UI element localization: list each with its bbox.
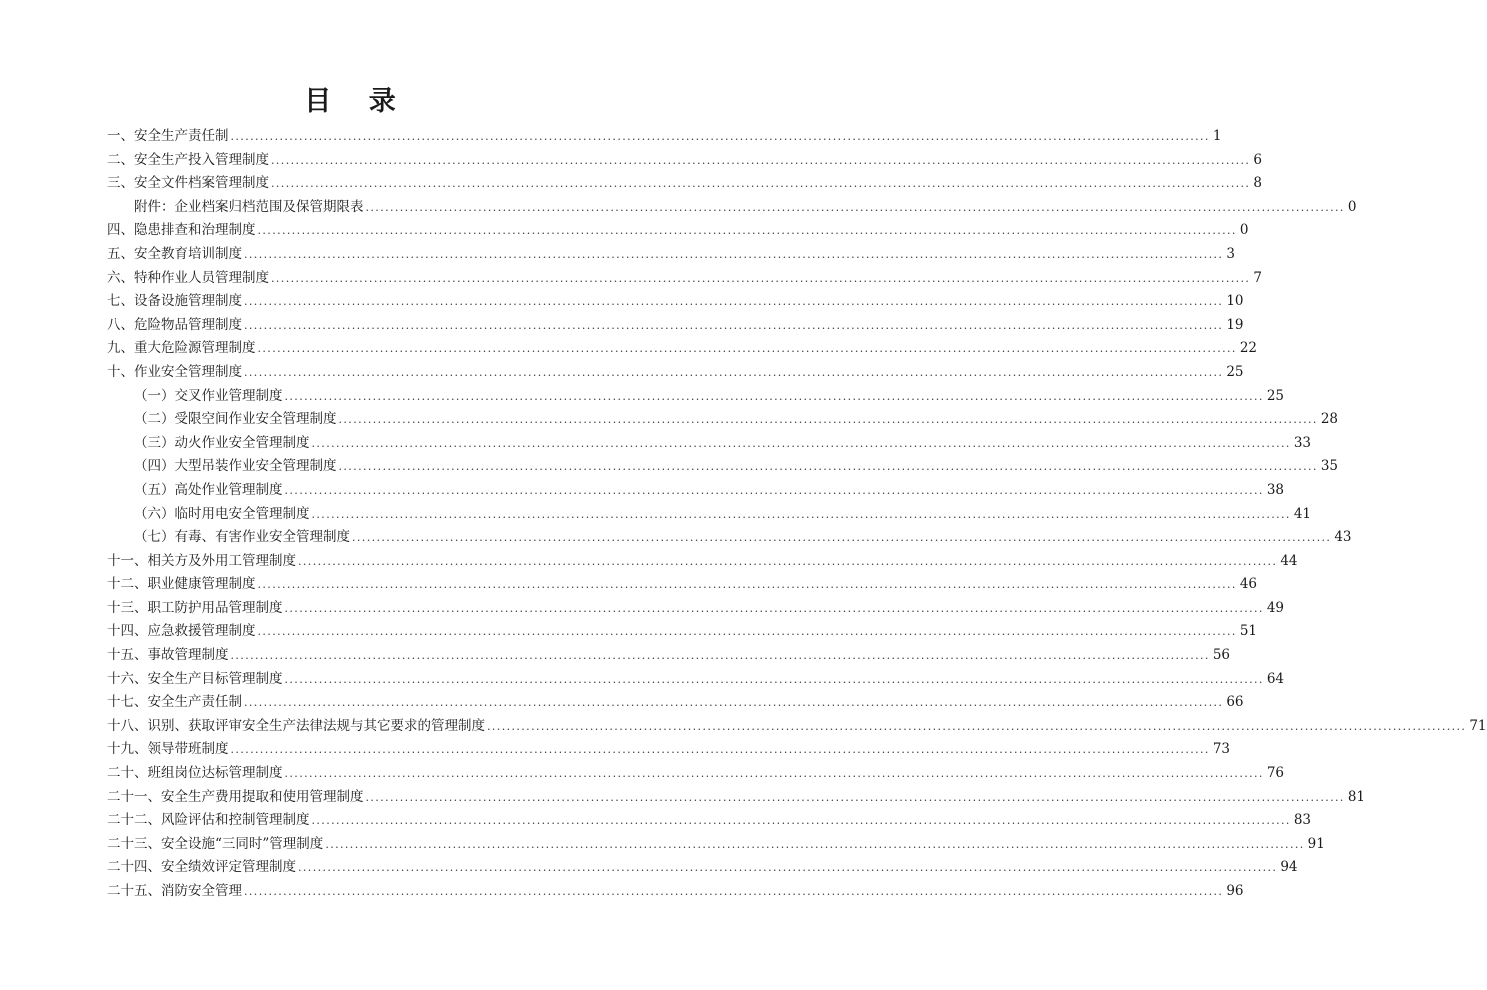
toc-entry-title: 二十一、安全生产费用提取和使用管理制度 <box>107 788 364 805</box>
toc-page-number: 10 <box>1226 293 1244 310</box>
toc-entry-title: 十一、相关方及外用工管理制度 <box>107 552 296 569</box>
toc-dot-leader: ........................................................................................................................................................................................................ <box>230 743 1210 757</box>
toc-entry-title: 十九、领导带班制度 <box>107 741 229 758</box>
toc-entry-title: 十五、事故管理制度 <box>107 647 229 664</box>
toc-entry-title: （四）大型吊装作业安全管理制度 <box>134 458 337 475</box>
toc-entry[interactable] <box>107 361 1244 385</box>
toc-page-number: 81 <box>1347 788 1366 805</box>
toc-dot-leader: ........................................................................................................................................................................................................ <box>352 531 1332 545</box>
toc-page-number: 3 <box>1226 245 1235 262</box>
toc-entry-title: （一）交叉作业管理制度 <box>134 387 283 404</box>
toc-page-number: 6 <box>1253 151 1262 168</box>
toc-page-number: 28 <box>1320 411 1339 428</box>
toc-dot-leader: ........................................................................................................................................................................................................ <box>311 507 1291 521</box>
toc-dot-leader: ........................................................................................................................................................................................................ <box>257 224 1237 238</box>
toc-page-number: 56 <box>1212 647 1231 664</box>
toc-dot-leader: ........................................................................................................................................................................................................ <box>311 814 1291 828</box>
toc-entry[interactable] <box>107 503 1312 527</box>
toc-entry-title: （五）高处作业管理制度 <box>134 481 283 498</box>
toc-entry[interactable] <box>107 385 1285 409</box>
toc-dot-leader: ........................................................................................................................................................................................................ <box>365 790 1345 804</box>
toc-entry-title: 二十、班组岗位达标管理制度 <box>107 765 283 782</box>
toc-page-number: 49 <box>1266 599 1285 616</box>
toc-dot-leader: ........................................................................................................................................................................................................ <box>298 861 1278 875</box>
toc-entry-title: 十八、识别、获取评审安全生产法律法规与其它要求的管理制度 <box>107 717 485 734</box>
toc-page-number: 51 <box>1239 623 1258 640</box>
toc-entry-title: 七、设备设施管理制度 <box>107 293 242 310</box>
toc-entry[interactable] <box>107 715 1487 739</box>
toc-entry[interactable] <box>107 668 1285 692</box>
toc-entry-title: 二十五、消防安全管理 <box>107 883 242 899</box>
toc-dot-leader: ........................................................................................................................................................................................................ <box>284 389 1264 403</box>
toc-page-number: 73 <box>1212 741 1231 758</box>
toc-page-number: 64 <box>1266 670 1285 687</box>
toc-entry-title: 一、安全生产责任制 <box>107 128 229 144</box>
toc-page-number: 1 <box>1212 128 1222 144</box>
toc-page-number: 0 <box>1347 198 1357 215</box>
toc-dot-leader: ........................................................................................................................................................................................................ <box>244 295 1224 309</box>
toc-dot-leader: ........................................................................................................................................................................................................ <box>257 625 1237 639</box>
toc-entry[interactable] <box>107 856 1298 880</box>
toc-entry[interactable] <box>107 267 1262 291</box>
toc-entry-title: （七）有毒、有害作业安全管理制度 <box>134 529 350 546</box>
toc-page-number: 41 <box>1293 505 1312 522</box>
toc-entry[interactable] <box>107 526 1352 550</box>
toc-entry[interactable] <box>107 479 1285 503</box>
toc-page-number: 91 <box>1307 835 1325 852</box>
toc-entry[interactable] <box>107 762 1285 786</box>
toc-entry[interactable] <box>107 243 1235 267</box>
toc-dot-leader: ........................................................................................................................................................................................................ <box>284 767 1264 781</box>
toc-dot-leader: ........................................................................................................................................................................................................ <box>244 318 1224 332</box>
toc-page-number: 96 <box>1226 883 1244 899</box>
toc-entry[interactable] <box>107 219 1249 243</box>
toc-entry[interactable] <box>107 597 1285 621</box>
toc-entry[interactable] <box>107 786 1366 810</box>
toc-entry[interactable] <box>107 455 1339 479</box>
toc-page-number: 19 <box>1226 316 1244 333</box>
toc-entry-title: 十六、安全生产目标管理制度 <box>107 670 283 687</box>
toc-dot-leader: ........................................................................................................................................................................................................ <box>271 153 1251 167</box>
toc-dot-leader: ........................................................................................................................................................................................................ <box>244 885 1224 898</box>
toc-entry-title: 二十三、安全设施“三同时”管理制度 <box>107 835 324 852</box>
toc-page-number: 0 <box>1239 222 1249 239</box>
toc-entry-title: 十、作业安全管理制度 <box>107 363 242 380</box>
toc-entry-title: 六、特种作业人员管理制度 <box>107 269 269 286</box>
toc-page-number: 33 <box>1293 434 1312 451</box>
toc-dot-leader: ........................................................................................................................................................................................................ <box>338 460 1318 474</box>
toc-entry[interactable] <box>107 880 1244 904</box>
toc-entry[interactable] <box>107 620 1258 644</box>
toc-dot-leader: ........................................................................................................................................................................................................ <box>244 696 1224 710</box>
toc-dot-leader: ........................................................................................................................................................................................................ <box>244 247 1224 261</box>
toc-dot-leader: ........................................................................................................................................................................................................ <box>244 365 1224 379</box>
toc-entry[interactable] <box>107 809 1312 833</box>
toc-page-number: 8 <box>1253 175 1262 192</box>
toc-dot-leader: ........................................................................................................................................................................................................ <box>271 271 1251 285</box>
toc-entry-title: 四、隐患排查和治理制度 <box>107 222 256 239</box>
toc-entry[interactable] <box>107 172 1262 196</box>
toc-dot-leader: ........................................................................................................................................................................................................ <box>284 483 1264 497</box>
toc-entry-title: 附件：企业档案归档范围及保管期限表 <box>134 198 364 215</box>
toc-entry[interactable] <box>107 573 1258 597</box>
toc-dot-leader: ........................................................................................................................................................................................................ <box>338 413 1318 427</box>
toc-page-number: 43 <box>1334 529 1352 546</box>
toc-page-number: 7 <box>1253 269 1262 286</box>
toc-page-number: 22 <box>1239 340 1258 357</box>
toc-entry-title: 二十四、安全绩效评定管理制度 <box>107 859 296 876</box>
toc-entry-title: 十二、职业健康管理制度 <box>107 576 256 593</box>
toc-page-number: 25 <box>1266 387 1285 404</box>
toc-dot-leader: ........................................................................................................................................................................................................ <box>365 200 1345 214</box>
toc-entry-title: 二、安全生产投入管理制度 <box>107 151 269 168</box>
toc-page-number: 25 <box>1226 363 1244 380</box>
toc-entry[interactable] <box>107 125 1222 149</box>
toc-entry-title: （六）临时用电安全管理制度 <box>134 505 310 522</box>
toc-entry[interactable] <box>107 432 1312 456</box>
toc-page-number: 66 <box>1226 694 1244 711</box>
toc-entry[interactable] <box>107 738 1231 762</box>
toc-page-number: 38 <box>1266 481 1285 498</box>
toc-entry[interactable] <box>107 290 1244 314</box>
toc-entry[interactable] <box>107 196 1357 220</box>
toc-entry-title: （二）受限空间作业安全管理制度 <box>134 411 337 428</box>
toc-dot-leader: ........................................................................................................................................................................................................ <box>230 649 1210 663</box>
toc-entry[interactable] <box>107 337 1258 361</box>
toc-entry-title: 二十二、风险评估和控制管理制度 <box>107 812 310 829</box>
toc-entry[interactable] <box>107 149 1262 173</box>
toc-page-number: 46 <box>1239 576 1258 593</box>
toc-dot-leader: ........................................................................................................................................................................................................ <box>284 672 1264 686</box>
toc-entry-title: 八、危险物品管理制度 <box>107 316 242 333</box>
toc-dot-leader: ........................................................................................................................................................................................................ <box>325 837 1305 851</box>
toc-entry[interactable] <box>107 833 1325 857</box>
toc-entry-title: 三、安全文件档案管理制度 <box>107 175 269 192</box>
toc-dot-leader: ........................................................................................................................................................................................................ <box>284 601 1264 615</box>
toc-entry[interactable] <box>107 644 1231 668</box>
toc-page-number: 83 <box>1293 812 1312 829</box>
toc-entry-title: 十四、应急救援管理制度 <box>107 623 256 640</box>
toc-dot-leader: ........................................................................................................................................................................................................ <box>230 130 1210 143</box>
toc-dot-leader: ........................................................................................................................................................................................................ <box>298 554 1278 568</box>
table-of-contents <box>107 125 1487 904</box>
toc-entry[interactable] <box>107 691 1244 715</box>
toc-entry[interactable] <box>107 550 1298 574</box>
toc-dot-leader: ........................................................................................................................................................................................................ <box>487 719 1467 733</box>
toc-entry[interactable] <box>107 314 1244 338</box>
toc-entry[interactable] <box>107 408 1339 432</box>
toc-entry-title: 十七、安全生产责任制 <box>107 694 242 711</box>
toc-entry-title: 五、安全教育培训制度 <box>107 245 242 262</box>
toc-entry-title: （三）动火作业安全管理制度 <box>134 434 310 451</box>
toc-entry-title: 九、重大危险源管理制度 <box>107 340 256 357</box>
toc-dot-leader: ........................................................................................................................................................................................................ <box>257 578 1237 592</box>
toc-page-number: 35 <box>1320 458 1339 475</box>
toc-page-number: 94 <box>1280 859 1298 876</box>
page-title: 目 录 <box>304 86 410 117</box>
toc-dot-leader: ........................................................................................................................................................................................................ <box>257 342 1237 356</box>
toc-dot-leader: ........................................................................................................................................................................................................ <box>311 436 1291 450</box>
toc-page-number: 44 <box>1280 552 1298 569</box>
toc-page-number: 71 <box>1469 717 1487 734</box>
toc-dot-leader: ........................................................................................................................................................................................................ <box>271 177 1251 191</box>
toc-page-number: 76 <box>1266 765 1285 782</box>
toc-entry-title: 十三、职工防护用品管理制度 <box>107 599 283 616</box>
